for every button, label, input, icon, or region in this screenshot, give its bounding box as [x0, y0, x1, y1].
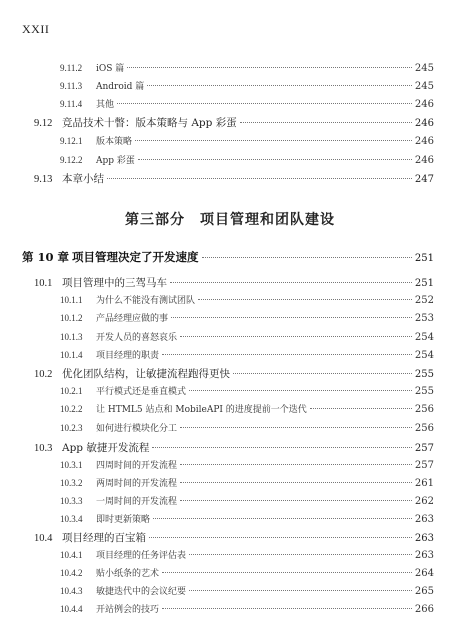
toc-entry-title: 其他 — [96, 100, 115, 110]
toc-entry-title: 贴小纸条的艺术 — [96, 569, 160, 579]
toc-entry[interactable] — [34, 366, 434, 383]
toc-entry-title: 开站例会的技巧 — [96, 605, 160, 615]
toc-entry[interactable] — [60, 548, 434, 565]
toc-entry-number: 9.12.1 — [60, 136, 83, 146]
toc-entry-page: 262 — [414, 496, 434, 507]
toc-entry-page: 252 — [414, 295, 434, 306]
dot-leader — [202, 257, 412, 258]
toc-entry-number: 9.11.2 — [60, 63, 83, 73]
toc-entry-page: 245 — [414, 81, 434, 92]
toc-entry-page: 254 — [414, 350, 434, 361]
toc-entry-number: 10.1.3 — [60, 332, 83, 342]
toc-entry-number: 10.2 — [34, 369, 53, 380]
toc-entry[interactable] — [34, 115, 434, 132]
toc-entry-number: 10.3 — [34, 443, 53, 454]
toc-entry-title: 为什么不能没有测试团队 — [96, 296, 196, 306]
toc-entry[interactable] — [34, 275, 434, 292]
dot-leader — [180, 336, 412, 337]
toc-entry-number: 10.1.2 — [60, 313, 83, 323]
toc-entry-page: 251 — [414, 253, 434, 264]
toc-entry-number: 第 10 章 — [22, 250, 70, 264]
toc-entry-number: 10.4.1 — [60, 550, 83, 560]
toc-entry[interactable] — [60, 584, 434, 601]
dot-leader — [152, 447, 412, 448]
toc-entry[interactable] — [60, 134, 434, 151]
toc-entry-page: 264 — [414, 568, 434, 579]
dot-leader — [180, 427, 412, 428]
toc-entry-number: 10.3.4 — [60, 514, 83, 524]
dot-leader — [189, 590, 412, 591]
toc-entry-title: 项目经理的百宝箱 — [62, 532, 146, 544]
toc-entry-number: 10.4.3 — [60, 586, 83, 596]
dot-leader — [153, 518, 412, 519]
toc-entry[interactable] — [60, 458, 434, 475]
toc-entry-title: 如何进行模块化分工 — [96, 424, 178, 434]
toc-entry-number: 10.2.2 — [60, 404, 83, 414]
toc-entry-title: 平行模式还是垂直模式 — [96, 387, 187, 397]
toc-entry-title: 本章小结 — [62, 173, 104, 185]
toc-entry-title: 两周时间的开发流程 — [96, 479, 178, 489]
toc-entry-number: 9.12 — [34, 118, 53, 129]
dot-leader — [233, 373, 412, 374]
toc-entry-page: 246 — [414, 118, 434, 129]
toc-entry-title: App 敏捷开发流程 — [62, 442, 150, 454]
toc-entry[interactable] — [60, 402, 434, 419]
toc-entry-title: 一周时间的开发流程 — [96, 497, 178, 507]
dot-leader — [240, 122, 412, 123]
toc-entry[interactable] — [34, 530, 434, 547]
toc-entry-title: 版本策略 — [96, 137, 133, 147]
toc-entry-title: 项目管理决定了开发速度 — [72, 250, 199, 264]
toc-entry-page: 254 — [414, 332, 434, 343]
dot-leader — [180, 464, 412, 465]
dot-leader — [198, 299, 412, 300]
toc-entry-page: 253 — [414, 313, 434, 324]
toc-entry[interactable] — [60, 494, 434, 511]
dot-leader — [147, 85, 412, 86]
dot-leader — [162, 354, 412, 355]
toc-entry-title: 即时更新策略 — [96, 515, 151, 525]
toc-entry-title: 四周时间的开发流程 — [96, 461, 178, 471]
dot-leader — [149, 537, 412, 538]
toc-entry[interactable] — [60, 512, 434, 529]
toc-entry-number: 10.1 — [34, 278, 53, 289]
toc-entry[interactable] — [60, 602, 434, 619]
dot-leader — [170, 282, 412, 283]
dot-leader — [127, 67, 412, 68]
toc-entry-page: 246 — [414, 99, 434, 110]
toc-entry[interactable] — [60, 311, 434, 328]
toc-entry[interactable] — [60, 153, 434, 170]
toc-entry[interactable] — [60, 566, 434, 583]
toc-entry-title: iOS 篇 — [96, 64, 125, 74]
toc-chapter-entry[interactable] — [22, 249, 434, 266]
toc-entry-number: 10.4.4 — [60, 604, 83, 614]
toc-entry[interactable] — [60, 79, 434, 96]
toc-entry-number: 9.12.2 — [60, 155, 83, 165]
dot-leader — [117, 103, 412, 104]
toc-entry-page: 263 — [414, 550, 434, 561]
toc-entry[interactable] — [34, 440, 434, 457]
toc-entry-page: 263 — [414, 533, 434, 544]
toc-entry-title: 项目管理中的三驾马车 — [62, 277, 167, 289]
toc-entry[interactable] — [60, 330, 434, 347]
toc-entry[interactable] — [60, 293, 434, 310]
toc-entry[interactable] — [60, 421, 434, 438]
toc-entry[interactable] — [60, 97, 434, 114]
toc-entry-title: Android 篇 — [96, 82, 145, 92]
toc-entry-page: 257 — [414, 460, 434, 471]
dot-leader — [180, 482, 412, 483]
toc-entry[interactable] — [60, 384, 434, 401]
dot-leader — [138, 159, 412, 160]
toc-entry-number: 10.4.2 — [60, 568, 83, 578]
toc-entry-number: 10.3.2 — [60, 478, 83, 488]
toc-entry-number: 10.3.3 — [60, 496, 83, 506]
toc-entry-page: 256 — [414, 404, 434, 415]
toc-entry-title: 优化团队结构，让敏捷流程跑得更快 — [62, 368, 230, 380]
toc-entry-page: 255 — [414, 386, 434, 397]
toc-entry-page: 257 — [414, 443, 434, 454]
toc-entry-page: 246 — [414, 155, 434, 166]
toc-entry-number: 10.4 — [34, 533, 53, 544]
dot-leader — [162, 572, 412, 573]
dot-leader — [135, 140, 412, 141]
toc-entry-page: 246 — [414, 136, 434, 147]
toc-entry-title: App 彩蛋 — [96, 156, 135, 166]
dot-leader — [189, 554, 412, 555]
dot-leader — [171, 317, 412, 318]
toc-entry[interactable] — [60, 476, 434, 493]
toc-entry[interactable] — [60, 61, 434, 78]
toc-entry-title: 让 HTML5 站点和 MobileAPI 的进度提前一个迭代 — [96, 405, 307, 415]
toc-entry-number: 10.2.3 — [60, 423, 83, 433]
toc-entry-number: 9.11.3 — [60, 81, 83, 91]
toc-entry-number: 10.3.1 — [60, 460, 83, 470]
toc-entry-title: 产品经理应做的事 — [96, 314, 169, 324]
toc-entry-title: 开发人员的喜怒哀乐 — [96, 333, 178, 343]
toc-entry[interactable] — [60, 348, 434, 365]
toc-entry-page: 245 — [414, 63, 434, 74]
toc-entry-page: 261 — [414, 478, 434, 489]
dot-leader — [189, 390, 412, 391]
dot-leader — [310, 408, 412, 409]
toc-entry-page: 266 — [414, 604, 434, 615]
toc-entry-number: 9.11.4 — [60, 99, 83, 109]
toc-entry-title: 项目经理的职责 — [96, 351, 160, 361]
part-title: 第三部分 项目管理和团队建设 — [125, 212, 335, 228]
toc-entry-number: 10.2.1 — [60, 386, 83, 396]
toc-entry-title: 项目经理的任务评估表 — [96, 551, 187, 561]
toc-entry-title: 竞品技术十瞥：版本策略与 App 彩蛋 — [62, 117, 237, 129]
toc-entry-page: 247 — [414, 174, 434, 185]
toc-entry-page: 265 — [414, 586, 434, 597]
dot-leader — [162, 608, 412, 609]
toc-entry-number: 10.1.1 — [60, 295, 83, 305]
dot-leader — [180, 500, 412, 501]
toc-entry-page: 256 — [414, 423, 434, 434]
toc-entry-number: 10.1.4 — [60, 350, 83, 360]
toc-entry-page: 251 — [414, 278, 434, 289]
toc-entry[interactable] — [34, 171, 434, 188]
toc-entry-page: 255 — [414, 369, 434, 380]
toc-entry-title: 敏捷迭代中的会议纪要 — [96, 587, 187, 597]
dot-leader — [107, 178, 412, 179]
toc-entry-number: 9.13 — [34, 174, 53, 185]
page-number-header: XXII — [22, 22, 50, 36]
toc-entry-page: 263 — [414, 514, 434, 525]
